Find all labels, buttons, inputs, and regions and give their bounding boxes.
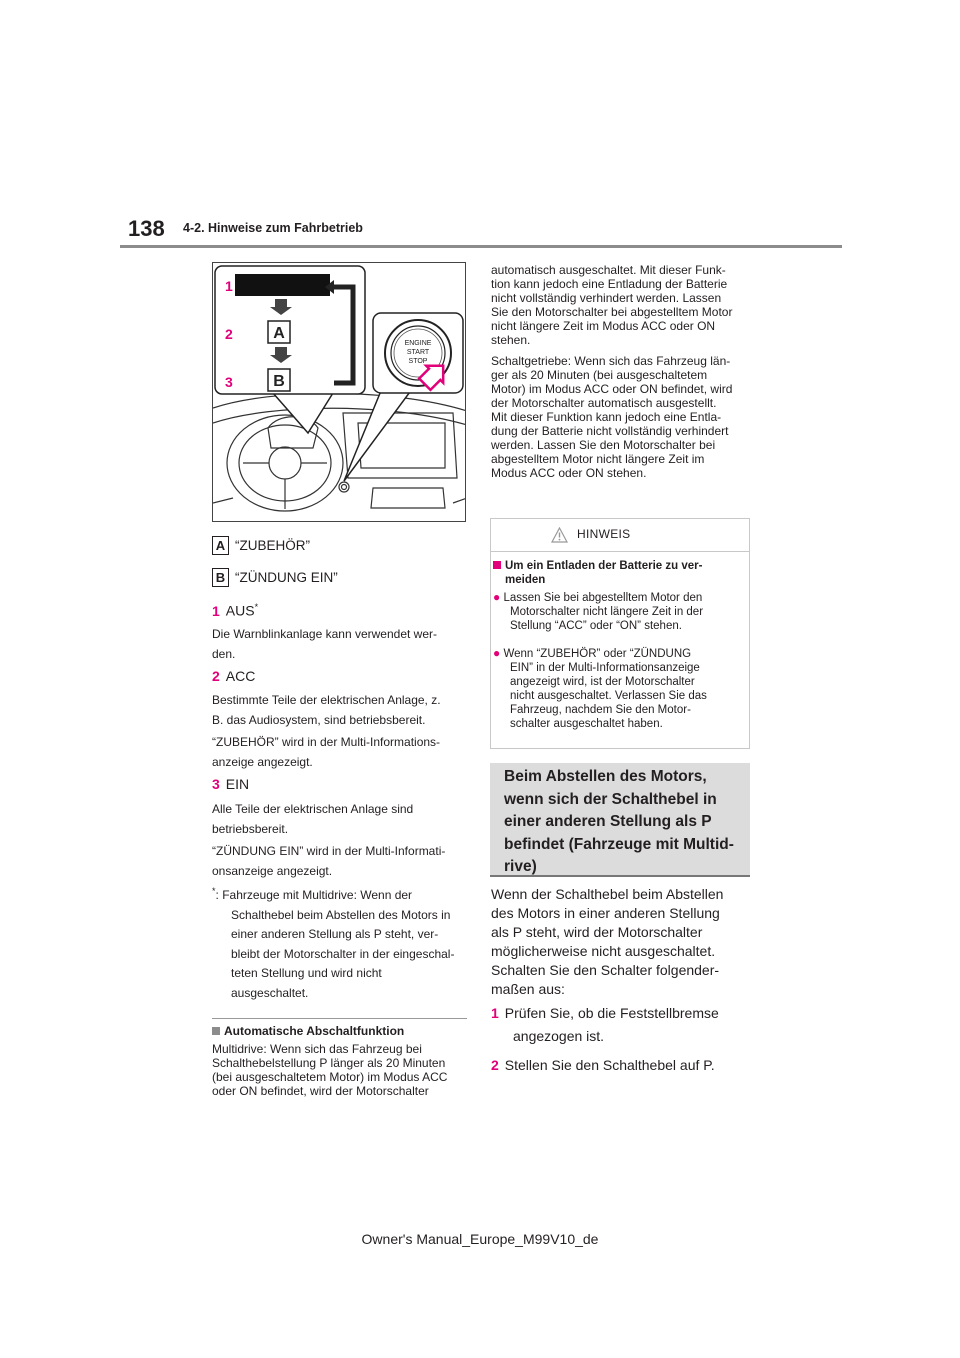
- auto-shutoff-continued: automatisch ausgeschaltet. Mit dieser Funk- tion kann jedoch eine Entladung der Batterie nicht vollständig verhindert werden. Lassen Sie den Motorschalter bei abgestelltem Motor nicht längere Zeit im Modus ACC oder ON stehen.: [491, 263, 733, 347]
- figure-box-a: A: [273, 325, 285, 342]
- step-1-label: AUS: [225, 602, 255, 619]
- step-2-title: [212, 668, 255, 684]
- step-2-label: ACC: [225, 668, 256, 684]
- figure-step-1: 1: [225, 278, 233, 294]
- step-3-description: Alle Teile der elektrischen Anlage sind betriebsbereit. “ZÜNDUNG EIN” wird in der Multi-Informati- onsanzeige angezeigt.: [212, 802, 446, 878]
- manual-transmission-text: Schaltgetriebe: Wenn sich das Fahrzeug län- ger als 20 Minuten (bei ausgeschaltetem Motor) im Modus ACC oder ON befindet, wird der Motorschalter automatisch ausgestellt. Mit dieser Funktion kann jedoch eine Entla- dung der Batterie nicht vollständig verhindert werden. Lassen Sie den Motorschalter bei abgestelltem Motor nicht längere Zeit im Modus ACC oder ON stehen.: [491, 354, 733, 480]
- step-2-number: 2: [212, 668, 220, 684]
- bullet-dot-icon: ●: [493, 590, 501, 604]
- button-text-engine: ENGINE: [404, 340, 432, 347]
- figure-box-b: B: [273, 373, 285, 390]
- step-1-number: 1: [212, 602, 220, 619]
- label-ignition-on: [212, 568, 338, 587]
- auto-shutoff-heading: Automatische Abschaltfunktion: [212, 1024, 404, 1038]
- label-a-box: A: [212, 536, 229, 555]
- label-b-text: “ZÜNDUNG EIN”: [235, 570, 338, 585]
- button-text-stop: STOP: [408, 358, 428, 365]
- step-3-title: [212, 776, 249, 792]
- notice-rule: [491, 551, 749, 552]
- notice-heading: Um ein Entladen der Batterie zu ver- meiden: [493, 559, 745, 587]
- section-heading-box: [490, 763, 750, 877]
- step-1-title: [212, 602, 258, 619]
- page-number: 138: [128, 216, 165, 241]
- step-1-footnote-marker: *: [254, 602, 259, 612]
- notice-bullet-2: ● Wenn “ZUBEHÖR” oder “ZÜNDUNG EIN” in der Multi-Informationsanzeige angezeigt wird, ist der Motorschalter nicht ausgeschaltet. Verlassen Sie das Fahrzeug, nachdem Sie den Motor- schalter ausgeschaltet haben.: [493, 646, 707, 730]
- section-title: 4-2. Hinweise zum Fahrbetrieb: [183, 221, 363, 235]
- notice-title: HINWEIS: [577, 527, 631, 541]
- multidrive-intro: Wenn der Schalthebel beim Abstellen des Motors in einer anderen Stellung als P steht, wird der Motorschalter möglicherweise nicht ausgeschaltet. Schalten Sie den Schalter folgender- maßen aus:: [491, 886, 724, 997]
- footnote: *: Fahrzeuge mit Multidrive: Wenn der Schalthebel beim Abstellen des Motors in einer anderen Stellung als P steht, ver- bleibt der Motorschalter in der eingeschal- teten Stellung und wird nicht ausgeschaltet.: [212, 886, 455, 1000]
- divider: [212, 1018, 467, 1019]
- notice-box: [490, 518, 750, 749]
- bullet-dot-icon: ●: [493, 646, 501, 660]
- figure-step-3: 3: [225, 374, 233, 390]
- step-2-description: Bestimmte Teile der elektrischen Anlage, z. B. das Audiosystem, sind betriebsbereit. “ZUBEHÖR” wird in der Multi-Informations- anzeige angezeigt.: [212, 693, 441, 769]
- header-rule: [120, 245, 842, 248]
- procedure-step-2: 2 Stellen Sie den Schalthebel auf P.: [491, 1057, 715, 1073]
- section-heading: Beim Abstellen des Motors, wenn sich der Schalthebel in einer anderen Stellung als P befindet (Fahrzeuge mit Multid- rive): [504, 768, 734, 875]
- auto-shutoff-text: Multidrive: Wenn sich das Fahrzeug bei Schalthebelstellung P länger als 20 Minuten (bei ausgeschaltetem Motor) im Modus ACC oder ON befindet, wird der Motorschalter: [212, 1042, 448, 1098]
- dashboard-drawing: [213, 263, 466, 522]
- label-accessory: [212, 536, 310, 555]
- step-3-label: EIN: [225, 776, 250, 792]
- button-text-start: START: [406, 349, 430, 356]
- footer: Owner's Manual_Europe_M99V10_de: [361, 1231, 599, 1247]
- label-a-text: “ZUBEHÖR”: [235, 538, 310, 553]
- square-bullet-icon: [493, 561, 501, 569]
- procedure-step-1: 1 Prüfen Sie, ob die Feststellbremse angezogen ist.: [491, 1005, 719, 1044]
- warning-triangle-icon: [551, 527, 568, 543]
- step-1-description: Die Warnblinkanlage kann verwendet wer- den.: [212, 627, 437, 661]
- label-b-box: B: [212, 568, 229, 587]
- square-bullet-icon: [212, 1027, 220, 1035]
- step-3-number: 3: [212, 776, 220, 792]
- notice-bullet-1: ● Lassen Sie bei abgestelltem Motor den Motorschalter nicht längere Zeit in der Stellung “ACC” oder “ON” stehen.: [493, 590, 704, 632]
- engine-switch-illustration: [212, 262, 466, 522]
- figure-step-2: 2: [225, 326, 233, 342]
